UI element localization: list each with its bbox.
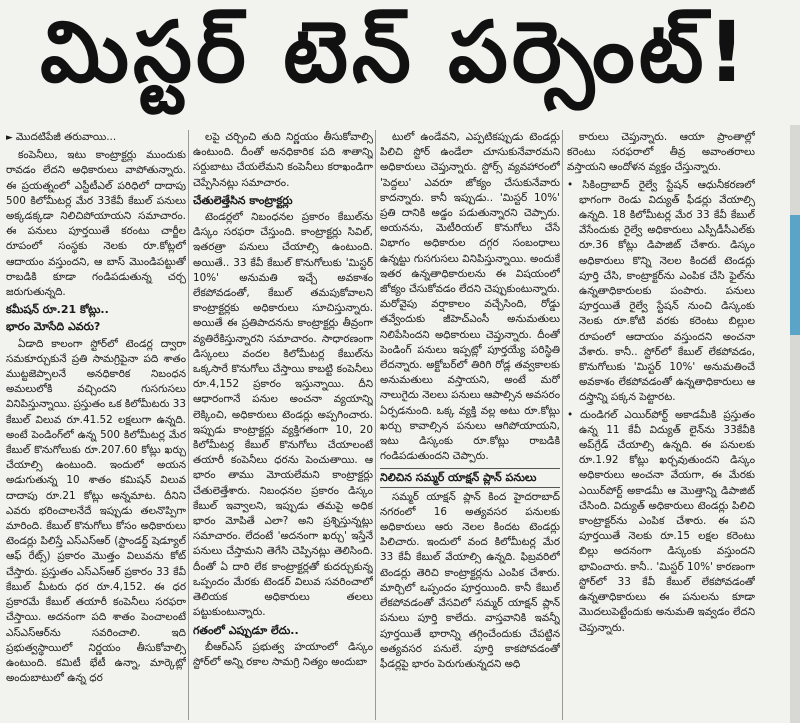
continued-kicker — [6, 130, 186, 146]
subheading: చేతులెత్తేసిన కాంట్రాక్టర్లు — [193, 193, 293, 207]
headline: మిస్టర్ టెన్ పర్సెంట్! — [40, 3, 750, 101]
column-divider — [375, 130, 376, 720]
subheading: కమీషన్‌ రూ.21 కోట్లు.. — [6, 303, 109, 317]
kicker-text: మొదటిపేజీ తరువాయి... — [15, 131, 117, 143]
subheading: భారం మోసేది ఎవరు? — [6, 320, 101, 334]
paragraph: కంపెనీలు, ఇటు కాంట్రాక్టర్లు ముందుకు రావడం లేదని అధికారులు వాపోతున్నారు. ఈ ప్రయత్నంలో ఎస్టీటీఎల్‌ పరిధిలో దాదాపు 500 కిలోమీటర్ల మేర 33కేవీ కేబుల్‌ పనులు అక్కడక్కడా నిలిచిపోయాయని సమాచారం. ఈ పనులు పూర్తయితే కరంటు చార్జీల రూపంలో సంస్థకు నెలకు రూ.కోట్లలో ఆదాయం వస్తుందని, ఆ బాస్‌ మొండిపట్టుతో రాబడికి కూడా గండిపడుతున్న చర్చ జరుగుతున్నది. — [6, 149, 186, 299]
article-column-1 — [6, 130, 186, 723]
paragraph: బీఆర్‌ఎస్‌ ప్రభుత్వ హయాంలో డిస్కం స్టోర్‌లో అన్ని రకాల సామగ్రి నిత్యం అందుబా — [193, 640, 373, 668]
column-divider — [188, 130, 189, 720]
article-column-3 — [380, 130, 560, 723]
bullet-paragraph: • సికింద్రాబాద్‌ రైల్వే స్టేషన్‌ ఆధునీకరణలో భాగంగా రెండు విద్యుత్‌ ఫీడర్లు వేయాల్సి ఉన్నది. 18 కిలోమీటర్ల మేర 33 కేవీ కేబుల్‌ వేసేందుకు రైల్వే అధికారులు ఎస్పీడీసీఎల్‌కు రూ.36 కోట్లు డిపాజిట్‌ చేశారు. డిస్కం అధికారులు కొన్ని నెలల కిందటే టెండర్లు పూర్తి చేసి, కాంట్రాక్టర్‌ను ఎంపిక చేసి ఫైల్‌ను ఉన్నతాధికారులకు పంపారు. పనులు పూర్తయితే రైల్వే స్టేషన్‌ నుంచి డిస్కంకు నెలకు రూ.కోటి వరకు కరెంటు బిల్లుల రూపంలో ఆదాయం వస్తుందని అంచనా వేశారు. కానీ.. స్టోర్‌లో కేబుల్‌ లేకపోవడం, కొనుగోలుకు 'మిస్టర్‌ 10%' అనుమతించే అవకాశం లేకపోవడంతో ఉన్నతాధికారులు ఆ దస్త్రాన్ని పక్కన పెట్టారట. — [567, 178, 755, 404]
paragraph: కారులు చెప్తున్నారు. ఆయా ప్రాంతాల్లో కరెంటు సరఫరాలో తీవ్ర అవాంతరాలు వస్తాయని ఆందోళన వ్యక్తం చేస్తున్నారు. — [567, 131, 755, 174]
article-column-2 — [193, 130, 373, 723]
paragraph: టెండర్లలో నిబంధనల ప్రకారం కేబుల్‌ను డిస్కం సరఫరా చేస్తుంది. కాంట్రాక్టర్లు సివిల్‌, ఇతరత్రా పనులు చేయాల్సి ఉంటుంది. అయితే.. 33 కేవీ కేబుల్‌ కొనుగోలుకు 'మిస్టర్‌ 10%' అనుమతి ఇచ్చే అవకాశం లేకపోవడంతో, కేబుల్‌ తమపుకోవాలని కాంట్రాక్టర్లకు అధికారులు సూచిస్తున్నారు. అయితే ఈ ప్రతిపాదనను కాంట్రాక్టర్లు తీవ్రంగా వ్యతిరేకిస్తున్నారని సమాచారం. సాధారణంగా డిస్కంలు వందల కిలోమీటర్ల కేబుల్‌ను ఒక్కసారే కొనుగోలు చేస్తాయి కాబట్టి కంపెనీలు రూ.4,152 ప్రకారం ఇస్తున్నాయి. దీని ఆధారంగానే పనుల అంచనా వ్యయాన్ని లెక్కించి, అధికారులు టెండర్లు అప్పగించారు. ఇప్పుడు కాంట్రాక్టర్లు వ్యక్తిగతంగా 10, 20 కిలోమీటర్ల కేబుల్‌ కొనుగోలు చేయాలంటే తయారీ కంపెనీలు ధరను పెంచుతాయి. ఆ భారం తాము మోయలేమని కాంట్రాక్టర్లు చేతులెత్తేశారు. నిబంధనల ప్రకారం డిస్కం కేబుల్‌ ఇవ్వాలని, ఇప్పుడు తమపై అధిక భారం మోపితే ఎలా? అని ప్రశ్నిస్తున్నట్లు సమాచారం. లేదంటే 'అదనంగా ఖర్చు' ఇస్తేనే పనులు చేస్తామని తెగేసి చెప్పినట్లు తెలిసింది. దీంతో ఏ దారి లేక కాంట్రాక్టర్లతో కుదర్చుకున్న ఒప్పందం మేరకు టెండర్‌ విలువ సవరించాలో తెలియక అధికారులు తలలు పట్టుకుంటున్నారు. — [193, 211, 373, 619]
bullet-paragraph: • దుండిగల్‌ ఎయిర్‌పోర్ట్‌ అకాడమీకి ప్రస్తుతం ఉన్న 11 కేవీ విద్యుత్‌ లైన్‌ను 33కేవీకి అప్‌గ్రేడ్‌ చేయాల్సి ఉన్నది. ఈ పనులకు రూ.1.92 కోట్లు ఖర్చవుతుందని డిస్కం అధికారులు అంచనా వేయగా, ఈ మేరకు ఎయిర్‌పోర్ట్‌ అకాడమీ ఆ మొత్తాన్ని డిపాజిట్‌ చేసింది. విద్యుత్‌ అధికారులు టెండర్లు పిలిచి కాంట్రాక్టర్‌ను ఎంపిక చేశారు. ఈ పని పూర్తయితే నెలకు రూ.15 లక్షల కరెంటు బిల్లు అదనంగా డిస్కంకు వస్తుందని భావించారు. కానీ.. 'మిస్టర్‌ 10%' కారణంగా స్టోర్‌లో 33 కేవీ కేబుల్‌ లేకపోవడంతో ఉన్నతాధికారులు ఈ పనులను కూడా మొదలుపెట్టేందుకు అనుమతి ఇవ్వడం లేదని చెప్తున్నారు. — [567, 408, 755, 634]
paragraph: టులో ఉండేవని, ఎప్పటికప్పుడు టెండర్లు పిలిచి స్టోర్‌ ఉండేలా చూసుకునేవారమని అధికారులు చెప్తున్నారు. స్టోర్స్‌ వ్యవహారంలో 'పెద్దలు' ఎవరూ జోక్యం చేసుకునేవారు కాదన్నారు. కానీ ఇప్పుడు.. 'మిస్టర్‌ 10%' ప్రతి దానికి అడ్డం పడుతున్నారని చెప్పారు. అయనను, మెటీరియల్‌ కొనుగోలు చేసే విభాగం అధికారుల దగ్గర సంబంధాలు ఉన్నట్టు గుసగుసలు వినిపిస్తున్నాయి. అందుకే ఇతర ఉన్నతాధికారులను ఈ విషయంలో జోక్యం చేసుకోవడం లేదని చెప్పుకుంటున్నారు. మరోవైపు వర్షాకాలం వచ్చేసింది, రోడ్డు తవ్వేందుకు జీహెచ్‌ఎంసీ అనుమతులు నిలిపేసిందని అధికారులు చెప్తున్నారు. దీంతో పెండింగ్‌ పనులు ఇప్పట్లో పూర్తయ్యే పరిస్థితి లేదన్నారు. అక్టోబర్‌లో తిరిగి రోడ్ల తవ్వకాలకు అనుమతులు వస్తాయని, అంటే మరో నాలుగైదు నెలలు పనులు ఆపాల్సిన అవసరం ఏర్పడనుంది. ఒక్క వ్యక్తి వల్ల అటు రూ.కోట్లు ఖర్చు కావాల్సిన పనులు ఆగిపోయాయని, ఇటు డిస్కంకు రూ.కోట్లు రాబడికి గండిపడుతుందని చెప్పారు. — [380, 131, 560, 463]
paragraph: ఏడాది కాలంగా స్టోర్‌లో టెండర్ల ద్వారా సమకూర్చుకునే ప్రతి సామగ్రిపైనా పది శాతం ముట్టజెప్పాలనే అనధికారిక నిబంధన అమలులోకి వచ్చిందని గుసగుసలు వినిపిస్తున్నాయి. ప్రస్తుతం ఒక కిలోమీటరు 33 కేబుల్‌ విలువ రూ.41.52 లక్షలుగా ఉన్నది. అంటే పెండింగ్‌లో ఉన్న 500 కిలోమీటర్ల మేర కేబుల్‌ కొనుగోలుకు రూ.207.60 కోట్లు ఖర్చు చేయాల్సి ఉంటుంది. ఇందులో అయన అడుగుతున్న 10 శాతం కమిషన్‌ విలువ దాదాపు రూ.21 కోట్లు అన్నమాట. దీనిని ఎవరు భరించాలనేదే ఇప్పుడు తలనొప్పిగా మారింది. కేబుల్‌ కొనుగోలు కోసం అధికారులు టెండర్లు పిలిస్తే ఎస్‌ఎస్‌ఆర్‌ (స్టాండర్డ్‌ షెడ్యూల్‌ ఆఫ్‌ రేట్స్‌) ప్రకారం మొత్తం విలువను కోట్‌ చేస్తారు. ప్రస్తుతం ఎస్‌ఎస్‌ఆర్‌ ప్రకారం 33 కేవీ కేబుల్‌ మీటరు ధర రూ.4,152. ఈ ధర ప్రకారమే కేబుల్‌ తయారీ కంపెనీలు సరఫరా చేస్తాయి. అదనంగా పది శాతం పెంచాలంటే ఎస్‌ఎస్‌ఆర్‌ను సవరించాలి. ఇది ప్రభుత్వస్థాయిలో నిర్ణయం తీసుకోవాల్సి ఉంటుంది. కమిటీ భేటీ ఉన్నా, మార్కెట్లో అందుబాటులో ఉన్న ధర — [6, 337, 186, 685]
adjacent-page-edge — [790, 125, 800, 723]
paragraph: లపై చర్చించి తుది నిర్ణయం తీసుకోవాల్సి ఉంటుంది. దీంతో అనధికారిక పది శాతాన్ని సర్దుబాటు చేయలేమని కంపెనీలు కరాఖండిగా చెప్పేసినట్లు సమాచారం. — [193, 131, 373, 189]
column-divider — [562, 130, 563, 720]
adjacent-page-image — [790, 215, 800, 335]
paragraph: సమ్మర్‌ యాక్షన్‌ ప్లాన్‌ కింద హైదరాబాద్‌ నగరంలో 16 అత్యవసర పనులకు అధికారులు ఆరు నెలల కిందట టెండర్లు పిలిచారు. ఇందులో వంద కిలోమీటర్ల మేర 33 కేవీ కేబుల్‌ వేయాల్సి ఉన్నది. ఫిబ్రవరిలో టెండర్లు తెరిచి కాంట్రాక్టర్లను ఎంపిక చేశారు. మార్చిలో ఒప్పందం పూర్తయింది. కానీ కేబుల్‌ లేకపోవడంతో వేసవిలో సమ్మర్‌ యాక్షన్‌ ప్లాన్‌ పనులు పూర్తి కాలేదు. వాస్తవానికి ఇవన్నీ పూర్తయితే భారాన్ని తగ్గించేందుకు చేపట్టిన అత్యవసర పనులే. పూర్తి కాకపోవడంతో ఫీడర్లపై భారం పెరుగుతున్నదని అధి — [380, 490, 560, 670]
triangle-bullet-icon: ► — [6, 133, 13, 143]
subheading: గతంలో ఎప్పుడూ లేదు.. — [193, 623, 299, 637]
section-heading-box: నిలిచిన సమ్మర్‌ యాక్షన్‌ ప్లాన్‌ పనులు — [380, 468, 560, 487]
article-column-4 — [567, 130, 755, 723]
